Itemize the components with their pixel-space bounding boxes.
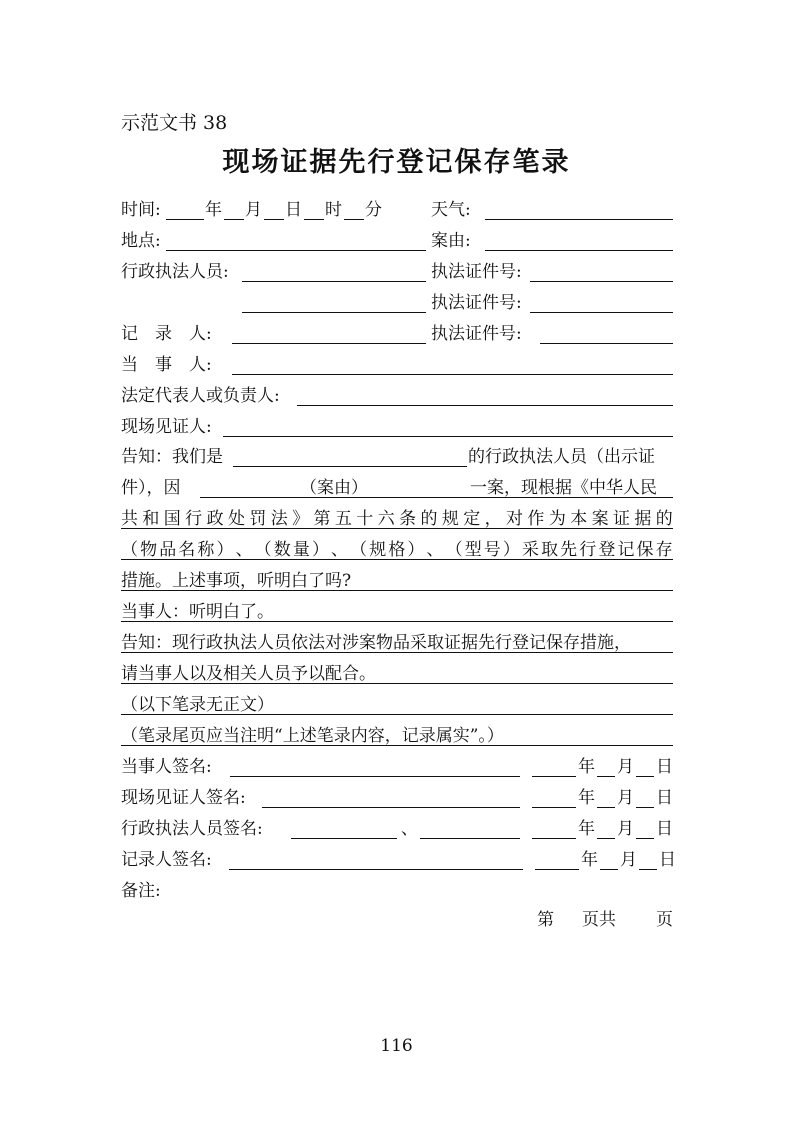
officer-field-2[interactable] — [242, 312, 426, 313]
cert-label-1: 执法证件号: — [431, 262, 522, 282]
time-label: 时间: — [121, 200, 161, 220]
month-field[interactable] — [224, 219, 244, 220]
recorder-sign-month-label: 月 — [620, 850, 637, 870]
cert-field-3[interactable] — [540, 343, 673, 344]
officer-signature-field-1[interactable] — [291, 838, 397, 839]
recorder-sign-day-label: 日 — [659, 850, 676, 870]
no-text-below-underline — [121, 714, 673, 715]
notice2-line-1-underline — [121, 652, 673, 653]
officer-label: 行政执法人员: — [121, 262, 229, 282]
page-number: 116 — [380, 1036, 413, 1056]
notice-line-5: 措施。上述事项，听明白了吗? — [121, 571, 352, 591]
notice-line-1-prefix: 告知：我们是 — [121, 447, 223, 467]
officers-sign-day-field[interactable] — [636, 838, 654, 839]
footer-note-underline — [121, 745, 673, 746]
witness-sign-month-label: 月 — [617, 788, 634, 808]
party-signature-label: 当事人签名: — [121, 757, 212, 777]
party-sign-year-label: 年 — [578, 757, 595, 777]
witness-signature-label: 现场见证人签名: — [121, 788, 246, 808]
party-label: 当 事 人: — [121, 355, 212, 375]
notice-line-5-underline — [121, 590, 673, 591]
year-label: 年 — [205, 200, 222, 220]
notice2-line-2: 请当事人以及相关人员予以配合。 — [121, 664, 376, 684]
recorder-sign-month-field[interactable] — [600, 869, 618, 870]
minute-field[interactable] — [344, 219, 364, 220]
party-reply-underline — [121, 621, 673, 622]
document-label: 示范文书 38 — [121, 112, 228, 134]
legal-rep-field[interactable] — [297, 405, 673, 406]
page-title: 现场证据先行登记保存笔录 — [222, 147, 571, 178]
witness-label: 现场见证人: — [121, 417, 212, 437]
party-sign-day-field[interactable] — [636, 776, 654, 777]
officer-field-1[interactable] — [242, 281, 426, 282]
witness-field[interactable] — [223, 436, 673, 437]
notice-line-4: （ 物 品 名 称 ） 、 （ 数 量 ） 、 （ 规 格 ） 、 （ 型 号 ） 采 取 先 行 登 记 保 存 — [121, 540, 673, 560]
notice-line-2-underline — [470, 497, 673, 498]
notice-line-3: 共 和 国 行 政 处 罚 法 》 第 五 十 六 条 的 规 定 ， 对 作 为 本 案 证 据 的 — [121, 509, 673, 529]
recorder-sign-year-label: 年 — [581, 850, 598, 870]
officers-sign-day-label: 日 — [656, 819, 673, 839]
month-label: 月 — [245, 200, 262, 220]
place-field[interactable] — [166, 250, 426, 251]
recorder-sign-day-field[interactable] — [639, 869, 657, 870]
agency-field[interactable] — [233, 466, 467, 467]
party-sign-day-label: 日 — [656, 757, 673, 777]
hour-field[interactable] — [304, 219, 324, 220]
hour-label: 时 — [325, 200, 342, 220]
witness-sign-month-field[interactable] — [597, 807, 615, 808]
party-sign-month-field[interactable] — [597, 776, 615, 777]
day-field[interactable] — [264, 219, 284, 220]
witness-sign-year-label: 年 — [578, 788, 595, 808]
notice2-line-1: 告知：现行政执法人员依法对涉案物品采取证据先行登记保存措施， — [121, 633, 631, 653]
officer-signature-field-2[interactable] — [420, 838, 520, 839]
notice-line-2-b: （案由） — [300, 478, 368, 498]
party-signature-field[interactable] — [230, 776, 520, 777]
notice-line-2-a: 件），因 — [121, 478, 181, 498]
witness-signature-field[interactable] — [262, 807, 520, 808]
cause-field[interactable] — [485, 250, 673, 251]
party-sign-year-field[interactable] — [532, 776, 576, 777]
footer-note: （笔录尾页应当注明“上述笔录内容，记录属实”。） — [121, 726, 504, 746]
party-sign-month-label: 月 — [617, 757, 634, 777]
officers-signature-separator: 、 — [401, 819, 418, 839]
recorder-field[interactable] — [232, 343, 426, 344]
recorder-sign-year-field[interactable] — [535, 869, 579, 870]
witness-sign-year-field[interactable] — [532, 807, 576, 808]
no-text-below-note: （以下笔录无正文） — [121, 695, 274, 715]
minute-label: 分 — [365, 200, 382, 220]
cert-label-2: 执法证件号: — [431, 293, 522, 313]
cause-label: 案由: — [431, 231, 471, 251]
witness-sign-day-label: 日 — [656, 788, 673, 808]
officers-sign-year-field[interactable] — [532, 838, 576, 839]
page-count-middle: 页共 — [582, 910, 616, 930]
notice-line-1-suffix: 的行政执法人员（出示证 — [468, 447, 655, 467]
notice-line-2-c: 一案，现根据《中华人民 — [470, 478, 657, 498]
officers-signature-label: 行政执法人员签名: — [121, 819, 263, 839]
officers-sign-month-field[interactable] — [597, 838, 615, 839]
cert-field-1[interactable] — [530, 281, 673, 282]
witness-sign-day-field[interactable] — [636, 807, 654, 808]
remarks-label: 备注: — [121, 881, 161, 901]
place-label: 地点: — [121, 231, 161, 251]
legal-rep-label: 法定代表人或负责人: — [121, 386, 280, 406]
cert-field-2[interactable] — [530, 312, 673, 313]
page-count-suffix: 页 — [656, 910, 673, 930]
day-label: 日 — [285, 200, 302, 220]
recorder-signature-field[interactable] — [229, 869, 523, 870]
year-field[interactable] — [166, 219, 204, 220]
party-field[interactable] — [232, 374, 673, 375]
cert-label-3: 执法证件号: — [431, 324, 522, 344]
recorder-label: 记 录 人: — [121, 324, 212, 344]
officers-sign-month-label: 月 — [617, 819, 634, 839]
officers-sign-year-label: 年 — [578, 819, 595, 839]
notice-line-4-underline — [121, 559, 673, 560]
party-reply: 当事人：听明白了。 — [121, 602, 274, 622]
page-count-prefix: 第 — [537, 910, 554, 930]
notice-line-3-underline — [121, 528, 673, 529]
weather-label: 天气: — [431, 200, 471, 220]
recorder-signature-label: 记录人签名: — [121, 850, 212, 870]
notice2-line-2-underline — [121, 683, 673, 684]
weather-field[interactable] — [485, 219, 673, 220]
